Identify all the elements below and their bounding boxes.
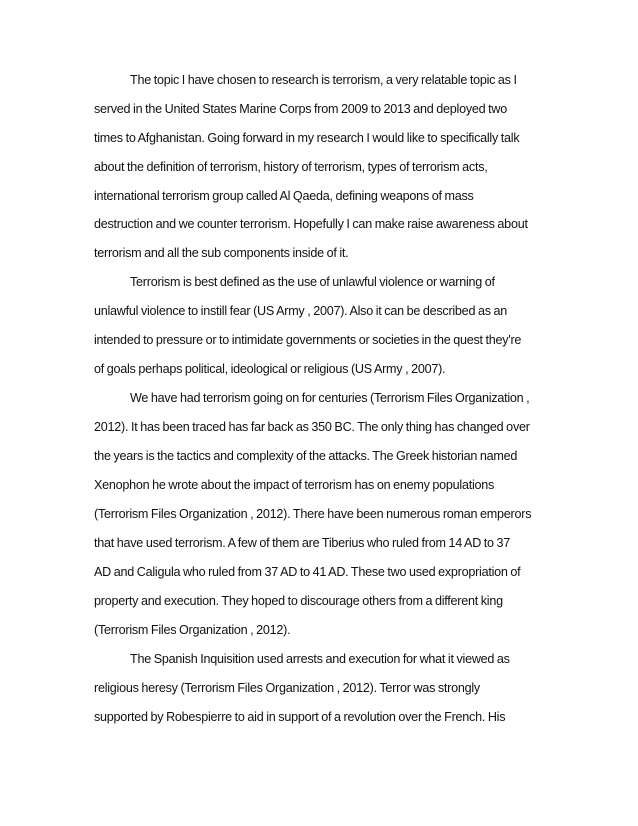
- paragraph-3-line-5: (Terrorism Files Organization , 2012). There have been numerous roman emperors: [94, 507, 532, 521]
- paragraph-1-line-7: terrorism and all the sub components inside of it.: [94, 246, 349, 260]
- paragraph-3-line-9: (Terrorism Files Organization , 2012).: [94, 623, 291, 637]
- paragraph-1-line-6: destruction and we counter terrorism. Hopefully I can make raise awareness about: [94, 217, 528, 231]
- paragraph-3-line-3: the years is the tactics and complexity of the attacks. The Greek historian named: [94, 449, 518, 463]
- paragraph-4-line-2: religious heresy (Terrorism Files Organization , 2012). Terror was strongly: [94, 681, 480, 695]
- paragraph-1-line-4: about the definition of terrorism, history of terrorism, types of terrorism acts,: [94, 160, 488, 174]
- paragraph-2-line-3: intended to pressure or to intimidate governments or societies in the quest they're: [94, 333, 522, 347]
- paragraph-3-line-4: Xenophon he wrote about the impact of terrorism has on enemy populations: [94, 478, 495, 492]
- paragraph-3-line-1: We have had terrorism going on for centuries (Terrorism Files Organization ,: [130, 391, 530, 405]
- paragraph-3-line-8: property and execution. They hoped to discourage others from a different king: [94, 594, 503, 608]
- paragraph-1-line-1: The topic I have chosen to research is terrorism, a very relatable topic as I: [130, 73, 517, 87]
- paragraph-3-line-7: AD and Caligula who ruled from 37 AD to 41 AD. These two used expropriation of: [94, 565, 521, 579]
- paragraph-1-line-5: international terrorism group called Al Qaeda, defining weapons of mass: [94, 189, 474, 203]
- paragraph-2-line-4: of goals perhaps political, ideological or religious (US Army , 2007).: [94, 362, 446, 376]
- paragraph-2-line-2: unlawful violence to instill fear (US Army , 2007). Also it can be described as an: [94, 304, 508, 318]
- paragraph-1-line-2: served in the United States Marine Corps from 2009 to 2013 and deployed two: [94, 102, 507, 116]
- paragraph-4-line-3: supported by Robespierre to aid in support of a revolution over the French. His: [94, 710, 506, 724]
- paragraph-1-line-3: times to Afghanistan. Going forward in my research I would like to specifically talk: [94, 131, 520, 145]
- paragraph-3-line-2: 2012). It has been traced has far back as 350 BC. The only thing has changed over: [94, 420, 530, 434]
- paragraph-2-line-1: Terrorism is best defined as the use of unlawful violence or warning of: [130, 275, 495, 289]
- paragraph-3-line-6: that have used terrorism. A few of them are Tiberius who ruled from 14 AD to 37: [94, 536, 511, 550]
- paragraph-4-line-1: The Spanish Inquisition used arrests and execution for what it viewed as: [130, 652, 510, 666]
